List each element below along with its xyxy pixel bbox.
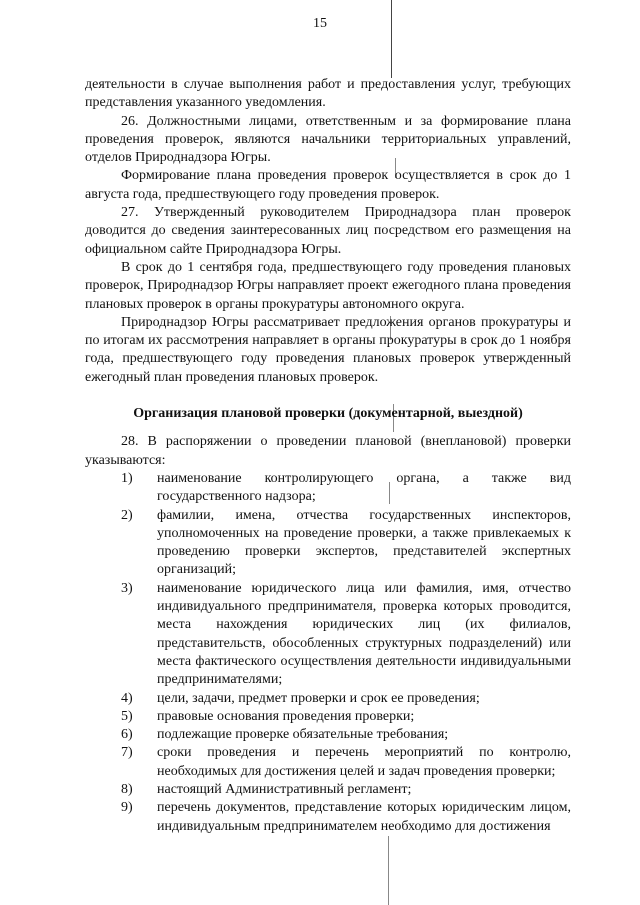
list-item: 6) подлежащие проверке обязательные требования; xyxy=(121,727,449,743)
list-item: 2) фамилии, имена, отчества государственных инспекторов, уполномоченных на проведение проверки, а также привлекаемых к проведению проверки экспертов, представителей экспертных организаций; xyxy=(121,507,571,578)
document-body xyxy=(85,76,571,836)
paragraph-28: 28. В распоряжении о проведении плановой (внеплановой) проверки указываются: xyxy=(85,434,571,468)
list-item: 9) перечень документов, представление которых юридическим лицом, индивидуальным предпринимателем необходимо для достижения xyxy=(121,800,571,834)
list-item: 8) настоящий Административный регламент; xyxy=(121,781,412,797)
paragraph: деятельности в случае выполнения работ и предоставления услуг, требующих представления указанного уведомления. xyxy=(85,77,571,111)
list-item: 4) цели, задачи, предмет проверки и срок ее проведения; xyxy=(121,690,480,706)
paragraph-27-november: Природнадзор Югры рассматривает предложения органов прокуратуры и по итогам их рассмотрения направляет в органы прокуратуры в срок до 1 ноября года, предшествующего году проведения плановых проверок утвержденный ежегодный план проведения плановых проверок. xyxy=(85,314,571,385)
list-item: 5) правовые основания проведения проверки; xyxy=(121,708,415,724)
paragraph-27: 27. Утвержденный руководителем Природнадзора план проверок доводится до сведения заинтересованных лиц посредством его размещения на официальном сайте Природнадзора Югры. xyxy=(85,205,571,257)
scan-mark xyxy=(388,836,389,905)
list-item: 1) наименование контролирующего органа, а также вид государственного надзора; xyxy=(121,470,571,505)
fold-line xyxy=(391,0,392,78)
paragraph-26-deadline: Формирование плана проведения проверок осуществляется в срок до 1 августа года, предшествующего году проведения проверок. xyxy=(85,168,571,202)
page-number: 15 xyxy=(313,16,327,31)
section-heading: Организация плановой проверки (документарной, выездной) xyxy=(133,406,523,422)
paragraph-27-september: В срок до 1 сентября года, предшествующего году проведения плановых проверок, Природнадзор Югры направляет проект ежегодного плана проведения плановых проверок в органы прокуратуры автономного округа. xyxy=(85,259,571,312)
paragraph-26: 26. Должностными лицами, ответственным и за формирование плана проведения проверок, являются начальники территориальных управлений, отделов Природнадзора Югры. xyxy=(85,113,571,166)
list-item: 7) сроки проведения и перечень мероприятий по контролю, необходимых для достижения целей и задач проведения проверки; xyxy=(121,745,571,779)
list xyxy=(85,470,571,836)
list-item: 3) наименование юридического лица или фамилия, имя, отчество индивидуального предпринимателя, проверка которых проводится, места нахождения юридических лиц (их филиалов, представительств, обособленных структурных подразделений) или места фактического осуществления деятельности индивидуальными предпринимателями; xyxy=(121,580,571,688)
